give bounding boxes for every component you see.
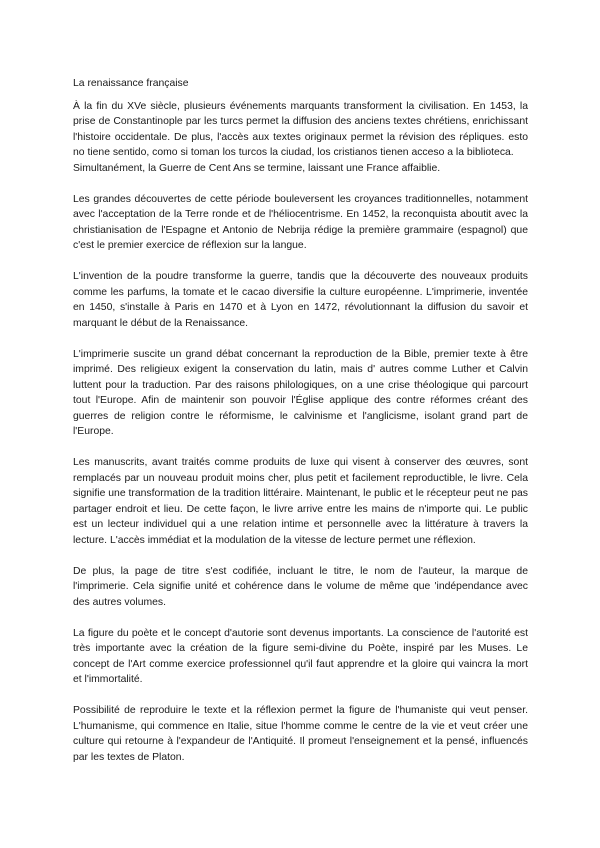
paragraph-humanism: Possibilité de reproduire le texte et la réflexion permet la figure de l'humaniste qui veut penser. L'humanisme, qui commence en Italie, situe l'homme comme le centre de la vie et veut créer une culture qui retourne à l'expandeur de l'Antiquité. Il promeut l'enseignement et la pensé, influencés par les textes de Platon. xyxy=(73,705,528,763)
paragraph-manuscripts: Les manuscrits, avant traités comme produits de luxe qui visent à conserver des œuvres, sont remplacés par un nouveau produit moins cher, plus petit et facilement reproductible, le livre. Cela signifie une transformation de la tradition littéraire. Maintenant, le public et le récepteur peut ne pas partager endroit et lieu. De cette façon, le livre arrive entre les mains de n'importe qui. Le public est un lecteur individuel qui a une relation intime et personnelle avec la littérature à travers la lecture. L'accès immédiat et la modulation de la vitesse de lecture permet une réflexion. xyxy=(73,457,528,546)
document-title: La renaissance française xyxy=(73,78,189,89)
paragraph-poet-figure: La figure du poète et le concept d'autorie sont devenus importants. La conscience de l'autorité est très importante avec la création de la figure semi-divine du Poète, inspiré par les Muses. Le concept de l'Art comme exercice professionnel qu'il faut apprendre et la gloire qui vaincra la mort et l'immortalité. xyxy=(73,627,528,685)
paragraph-bible-debate: L'imprimerie suscite un grand débat concernant la reproduction de la Bible, premier texte à être imprimé. Des religieux exigent la conservation du latin, mais d' autres comme Luther et Calvin luttent pour la traduction. Par des raisons philologiques, on a une crise théologique qui parcourt tout l'Europe. Afin de maintenir son pouvoir l'Église applique des contre réformes créant des guerres de religion contre le réformisme, le calvinisme et l'anglicisme, isolant grand part de l'Europe. xyxy=(73,348,528,437)
paragraph-discoveries: Les grandes découvertes de cette période bouleversent les croyances traditionnelles, notamment avec l'acceptation de la Terre ronde et de l'héliocentrisme. En 1452, la reconquista aboutit avec la christianisation de l'Espagne et Antonio de Nebrija rédige la première grammaire (espagnol) que c'est le premier exercice de réflexion sur la langue. xyxy=(73,193,528,251)
paragraph-printing-invention: L'invention de la poudre transforme la guerre, tandis que la découverte des nouveaux produits comme les parfums, la tomate et le cacao diversifie la culture européenne. L'imprimerie, inventée en 1450, s'installe à Paris en 1470 et à Lyon en 1472, révolutionnant la diffusion du savoir et marquant le début de la Renaissance. xyxy=(73,271,528,329)
document-body xyxy=(73,76,528,781)
paragraph-title-page: De plus, la page de titre s'est codifiée, incluant le titre, le nom de l'auteur, la marque de l'imprimerie. Cela signifie unité et cohérence dans le volume de même que 'indépendance avec des autres volumes. xyxy=(73,565,528,608)
paragraph-intro: À la fin du XVe siècle, plusieurs événements marquants transforment la civilisation. En 1453, la prise de Constantinople par les turcs permet la diffusion des anciens textes chrétiens, enrichissant l'histoire occidentale. De plus, l'accès aux textes originaux permet la révision des répliques. esto no tiene sentido, como si toman los turcos la ciudad, los cristianos tienen acceso a la biblioteca. xyxy=(73,100,528,158)
paragraph-intro-continued: Simultanément, la Guerre de Cent Ans se termine, laissant une France affaiblie. xyxy=(73,162,441,174)
